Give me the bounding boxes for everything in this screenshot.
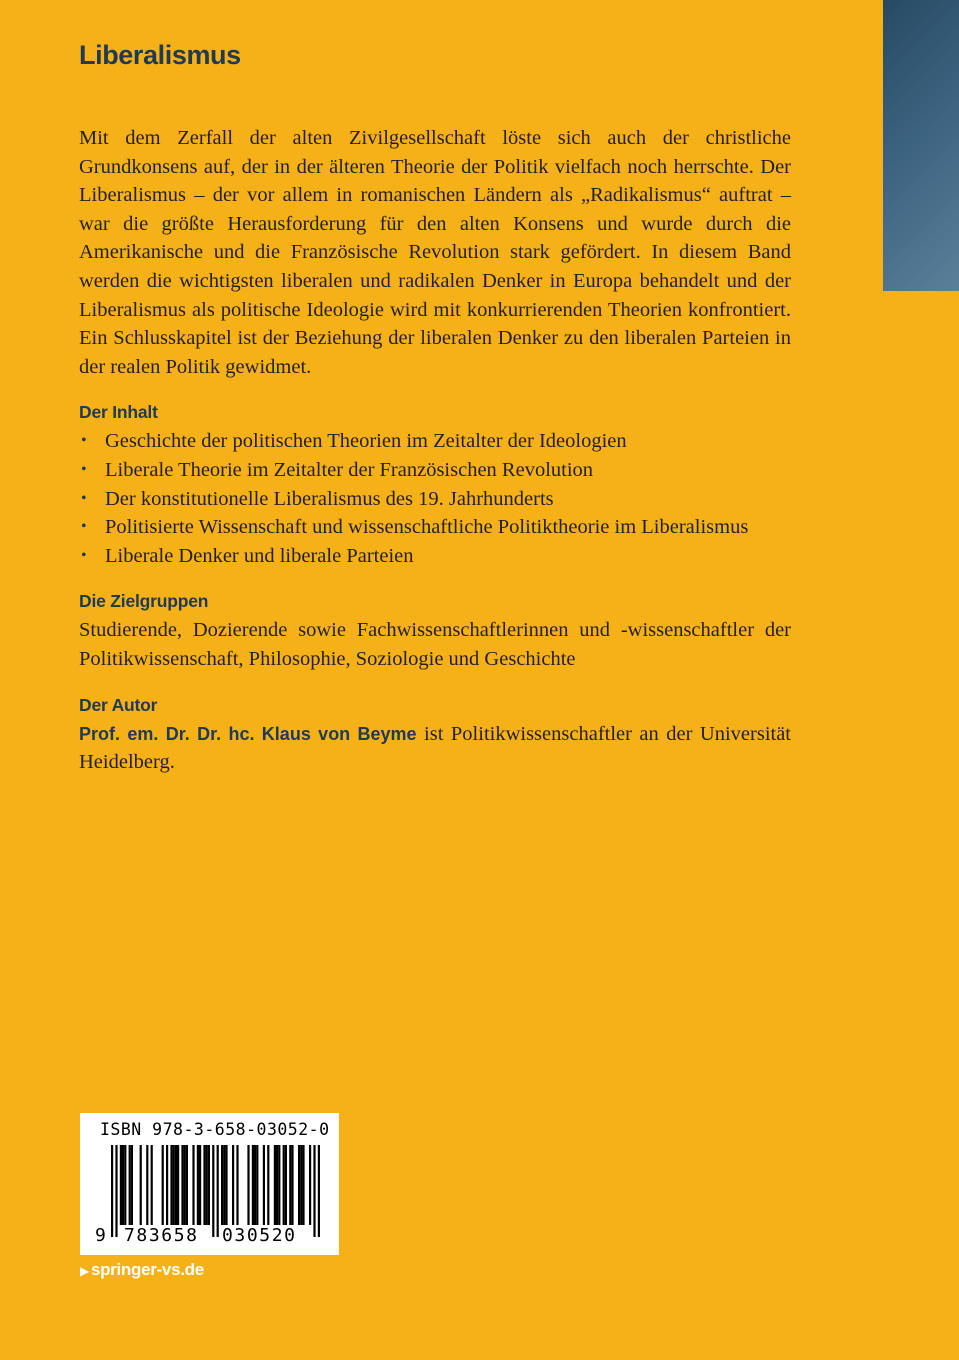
list-item xyxy=(79,427,791,456)
bullet-icon: • xyxy=(81,518,87,536)
barcode-bar xyxy=(276,1145,278,1225)
barcode-bar xyxy=(111,1145,113,1237)
barcode-bar xyxy=(186,1145,188,1225)
barcode-bar xyxy=(175,1145,177,1225)
list-item-text: Der konstitutionelle Liberalismus des 19. Jahrhunderts xyxy=(105,487,554,510)
barcode-bar xyxy=(170,1145,172,1225)
barcode-bar xyxy=(146,1145,148,1225)
barcode-bar xyxy=(151,1145,153,1225)
barcode-bar xyxy=(140,1145,142,1225)
barcode-bar xyxy=(236,1145,238,1225)
barcode-bar xyxy=(256,1145,258,1225)
barcode-bar xyxy=(181,1145,183,1225)
play-arrow-icon: ▶ xyxy=(80,1264,89,1278)
bullet-icon: • xyxy=(81,546,87,564)
barcode-bar xyxy=(285,1145,287,1225)
barcode-bar xyxy=(122,1145,124,1225)
barcode-bar xyxy=(232,1145,234,1225)
intro-paragraph: Mit dem Zerfall der alten Zivilgesellschaft löste sich auch der christliche Grundkonsens auf, der in der älteren Theorie der Politik vielfach noch herrschte. Der Liberalismus – der vor allem in romanischen Ländern als „Radikalismus“ auftrat – war die größte Herausforderung für den alten Konsens und wurde durch die Amerikanische und die Französische Revolution stark gefördert. In diesem Band werden die wichtigsten liberalen und radikalen Denker in Europa behandelt und der Liberalismus als politische Ideologie wird mit konkurrierenden Theorien konfrontiert. Ein Schlusskapitel ist der Beziehung der liberalen Denker zu den liberalen Parteien in der realen Politik gewidmet. xyxy=(79,127,791,378)
barcode-bar xyxy=(302,1145,304,1225)
list-item xyxy=(79,513,791,542)
barcode-bar xyxy=(313,1145,315,1237)
list-item-text: Liberale Denker und liberale Parteien xyxy=(105,544,414,567)
barcode-bar xyxy=(263,1145,265,1225)
list-item-text: Politisierte Wissenschaft und wissenschaftliche Politiktheorie im Liberalismus xyxy=(105,516,749,539)
list-item-text: Geschichte der politischen Theorien im Zeitalter der Ideologien xyxy=(105,430,627,453)
author-bio-text: ist Politikwissenschaftler an der Universität Heidelberg. xyxy=(79,722,791,774)
barcode-bar xyxy=(206,1145,208,1225)
barcode-bar xyxy=(309,1145,311,1225)
barcode-bar xyxy=(162,1145,164,1225)
barcode-bar xyxy=(217,1145,219,1237)
barcode-bar xyxy=(300,1145,302,1225)
barcode-digits-left: 783658 xyxy=(124,1225,199,1246)
barcode-bar xyxy=(289,1145,291,1225)
author-heading: Der Autor xyxy=(79,694,158,715)
barcode-bar xyxy=(212,1145,214,1237)
audience-heading: Die Zielgruppen xyxy=(79,591,209,612)
bullet-icon: • xyxy=(81,489,87,507)
bullet-icon: • xyxy=(81,432,87,450)
website-link[interactable] xyxy=(80,1260,204,1280)
barcode-bar xyxy=(223,1145,225,1225)
barcode-bar xyxy=(221,1145,223,1225)
barcode-bar xyxy=(166,1145,168,1225)
contents-list xyxy=(79,427,791,570)
isbn-barcode xyxy=(80,1113,339,1255)
barcode-bar xyxy=(120,1145,122,1225)
contents-heading: Der Inhalt xyxy=(79,402,158,423)
corner-accent xyxy=(883,0,959,291)
book-title: Liberalismus xyxy=(79,40,241,70)
barcode-bar xyxy=(274,1145,276,1225)
back-cover-text xyxy=(79,124,791,777)
barcode-digit-prefix: 9 xyxy=(95,1225,106,1246)
bullet-icon: • xyxy=(81,460,87,478)
list-item xyxy=(79,485,791,514)
website-text: springer-vs.de xyxy=(90,1260,204,1279)
barcode-bar xyxy=(173,1145,175,1225)
barcode-bar xyxy=(184,1145,186,1225)
barcode-bars xyxy=(80,1113,339,1255)
barcode-bar xyxy=(131,1145,133,1225)
barcode-bar xyxy=(298,1145,300,1225)
list-item-text: Liberale Theorie im Zeitalter der Französischen Revolution xyxy=(105,458,594,481)
list-item xyxy=(79,456,791,485)
barcode-bar xyxy=(278,1145,280,1225)
barcode-bar xyxy=(247,1145,249,1225)
barcode-digits-right: 030520 xyxy=(222,1225,297,1246)
barcode-bar xyxy=(267,1145,269,1225)
barcode-bar xyxy=(197,1145,199,1225)
list-item xyxy=(79,542,791,571)
barcode-bar xyxy=(199,1145,201,1225)
barcode-bar xyxy=(225,1145,227,1225)
barcode-bar xyxy=(129,1145,131,1225)
author-bio xyxy=(79,720,791,777)
isbn-label: ISBN 978-3-658-03052-0 xyxy=(100,1120,330,1139)
barcode-bar xyxy=(203,1145,205,1225)
barcode-bar xyxy=(177,1145,179,1225)
barcode-bar xyxy=(254,1145,256,1225)
barcode-bar xyxy=(192,1145,194,1225)
barcode-bar xyxy=(208,1145,210,1225)
barcode-bar xyxy=(283,1145,285,1225)
barcode-bar xyxy=(291,1145,293,1225)
barcode-bar xyxy=(252,1145,254,1225)
audience-text: Studierende, Dozierende sowie Fachwissenschaftlerinnen und -wissenschaftler der Politikwissenschaft, Philosophie, Soziologie und Geschichte xyxy=(79,619,791,670)
barcode-bar xyxy=(115,1145,117,1237)
barcode-bar xyxy=(124,1145,126,1225)
barcode-bar xyxy=(318,1145,320,1237)
author-name: Prof. em. Dr. Dr. hc. Klaus von Beyme xyxy=(79,723,417,744)
